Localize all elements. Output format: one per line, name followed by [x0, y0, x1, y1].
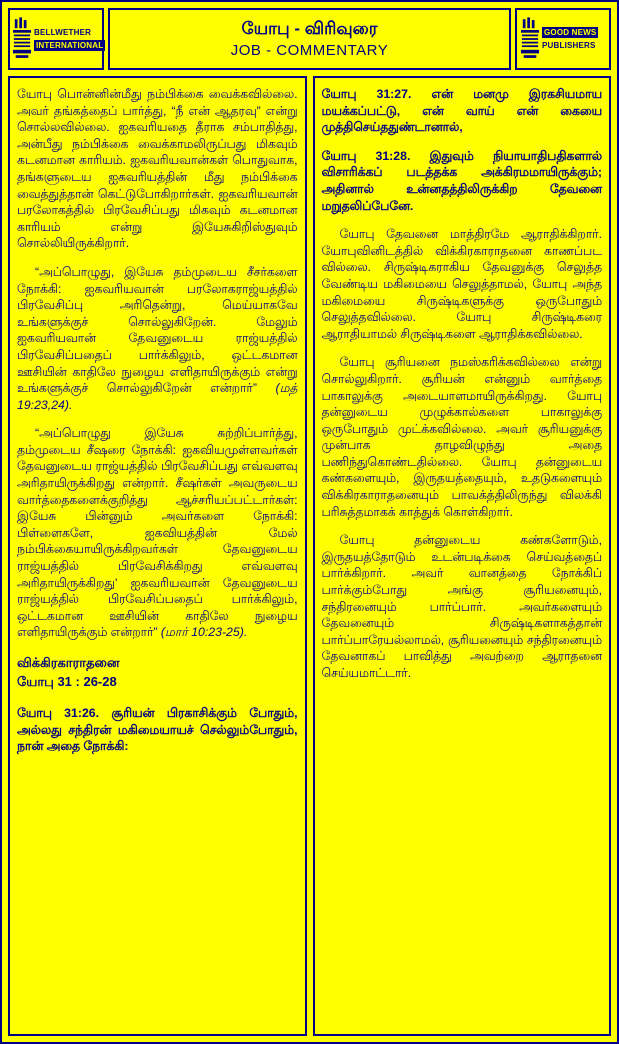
body-columns — [8, 76, 611, 1036]
left-column — [8, 76, 307, 1036]
verse-27: யோபு 31:27. என் மனமு இரகசியமாய மயக்கப்பட்டு, என் வாய் என் கையை முத்திசெய்ததுண்டானால், — [321, 87, 602, 135]
right-column — [313, 76, 612, 1036]
publisher-logo-left — [8, 8, 104, 70]
paragraph-6: யோபு தன்னுடைய கண்களோடும், இருதயத்தோடும் உடன்படிக்கை செய்வத்தைப் பார்க்கிறார். அவர் வானத்தை நோக்கிப் பார்க்கும்போது அங்கு சூரியனையும், சந்திரனையும் பார்ப்பார். அவர்களையும் தேவனையும் சிருஷ்டிகளாகத்தான் பார்ப்பாரேயல்லாமல், சூரியனையும் சந்திரனையும் தேவனாகப் பாவித்து அவற்றை ஆராதனை செய்யமாட்டார். — [321, 533, 602, 680]
title-english: JOB - COMMENTARY — [230, 42, 389, 59]
title-tamil: யோபு - விரிவுரை — [241, 19, 378, 38]
paragraph-5: யோபு சூரியனை நமஸ்கரிக்கவில்லை என்று சொல்லுகிறார். சூரியன் என்னும் வார்த்தை பாகாலுக்கு அடையாளமாயிருக்கிறது. யோபு தன்னுடைய முழுக்கால்களை பாகாலுக்கு ஒருபோதும் முட்க்கவில்லை. அவர் சூரியனுக்கு முன்பாக தாழவிழுந்து அதை பணிந்துகொண்டதில்லை. யோபு தன்னுடைய கண்களையும், இருதயத்தையும், உதடுகளையும் விக்கிரகாராதனையும் பாவக்த்திலிருந்து விலக்கி பரிசுத்தமாகக் காத்துக் கொள்கிறார். — [321, 355, 602, 519]
paragraph-1: யோபு பொன்னின்மீது நம்பிக்கை வைக்கவில்லை. அவர் தங்கத்தைப் பார்த்து, “நீ என் ஆதரவு” என்று சொல்லவில்லை. ஐகவரியதை தீராக சம்பாதித்து, அன்பீது நம்பிக்கை வைக்காமலிருப்பது மிகவும் கடனமான காரியம். ஐகவரியவான்கள் பொதுவாக, தங்களுடைய ஐகவரியத்தின் மீது நம்பிக்கை வைத்துத்தான் கெட்டுபோகிறார்கள். ஐகவரியவான் பரலோகத்தில் பிரவேசிப்பது மிகவும் கடனமான காரியம் என்று இயேசுகிறிஸ்துவும் சொல்லியிருக்கிறார். — [17, 87, 298, 251]
open-book-torch-icon — [521, 17, 539, 61]
paragraph-4: யோபு தேவனை மாத்திரமே ஆராதிக்கிறார். யோபுவினிடத்தில் விக்கிரகாராதனை காணப்பட வில்லை. சிருஷ்டிகராகிய தேவனுக்கு செலுத்த வேண்டிய மகிமையை செலுத்தாமல், யோபு அந்த மகிமையை சிருஷ்டிகளுக்கு ஒருபோதும் செலுத்தவில்லை. யோபு சிருஷ்டிகரை ஆராதியாமல் சிருஷ்டிகளை ஆராதிக்கவில்லை. — [321, 227, 602, 341]
page-title — [108, 8, 511, 70]
open-book-torch-icon — [13, 17, 31, 61]
paragraph-3 — [17, 425, 298, 641]
publisher-name-left — [34, 27, 105, 51]
publisher-name-right — [542, 27, 598, 51]
section-reference: யோபு 31 : 26-28 — [17, 674, 117, 689]
paragraph-2 — [17, 264, 298, 413]
publisher-line2: PUBLISHERS — [542, 41, 596, 50]
publisher-line1: BELLWETHER — [34, 28, 92, 37]
paragraph-2-reference: (மத் 19:23,24). — [17, 381, 298, 412]
paragraph-3-text: “அப்பொழுது இயேசு சுற்றிப்பார்த்து, தம்முடைய சீஷரை நோக்கி: ஐகவியமுள்ளவர்கள் தேவனுடைய ராஜ்யத்தில் பிரவேசிப்பது எவ்வளவு அரிதாயிருக்கிறது என்றார். சீஷர்கள் அவருடைய வார்த்தைகளைக்குறித்து ஆச்சரியப்பட்டார்கள்: இயேசு பின்னும் அவர்களை நோக்கி: பிள்ளைகளே, ஐகவியத்தின் மேல் நம்பிக்கையாயிருக்கிறவர்கள் தேவனுடைய ராஜ்யத்தில் பிரவேசிக்கிறது எவ்வளவு அரிதாயிருக்கிறது' ஐகவரியவான் தேவனுடைய ராஜ்யத்தில் பிரவேசிப்பதைப் பார்க்கிலும், ஒட்டகமான ஊசியின் காதிலே நுழைய எளிதாயிருக்கும் என்றார்” — [17, 426, 298, 640]
publisher-line2: INTERNATIONAL — [36, 41, 104, 50]
page-header — [8, 8, 611, 70]
paragraph-3-reference: (மார் 10:23-25). — [157, 625, 248, 640]
section-heading: விக்கிரகாராதனை — [17, 655, 120, 670]
publisher-logo-right — [515, 8, 611, 70]
publisher-line1: GOOD NEWS — [544, 28, 597, 37]
verse-26: யோபு 31:26. சூரியன் பிரகாசிக்கும் போதும், அல்லது சந்திரன் மகிமையாயச் செல்லும்போதும், நான் அதை நோக்கி: — [17, 706, 298, 754]
paragraph-2-text: “அப்பொழுது, இயேசு தம்முடைய சீசர்களை நோக்கி: ஐகவரியவான் பரலோகராஜ்யத்தில் பிரவேசிப்பு அரிதென்று, மெய்யாகவே உங்களுக்குச் சொல்லுகிறேன். மேலும் ஐகவரியவான் தேவனுடைய ராஜ்யத்தில் பிரவேசிப்பதைப் பார்க்கிலும், ஒட்டகமான ஊசியின் காதிலே நுழைய எளிதாயிருக்கும் என்று உங்களுக்குச் சொல்லுகிறேன் என்றார்” — [17, 264, 298, 396]
verse-28: யோபு 31:28. இதுவும் நியாயாதிபதிகளால் விசாரிக்கப் படத்தக்க அக்கிரமமாயிருக்கும்; அதினால் உன்னதத்திலிருக்கிற தேவனை மறுதலிப்பேனே. — [321, 148, 602, 213]
